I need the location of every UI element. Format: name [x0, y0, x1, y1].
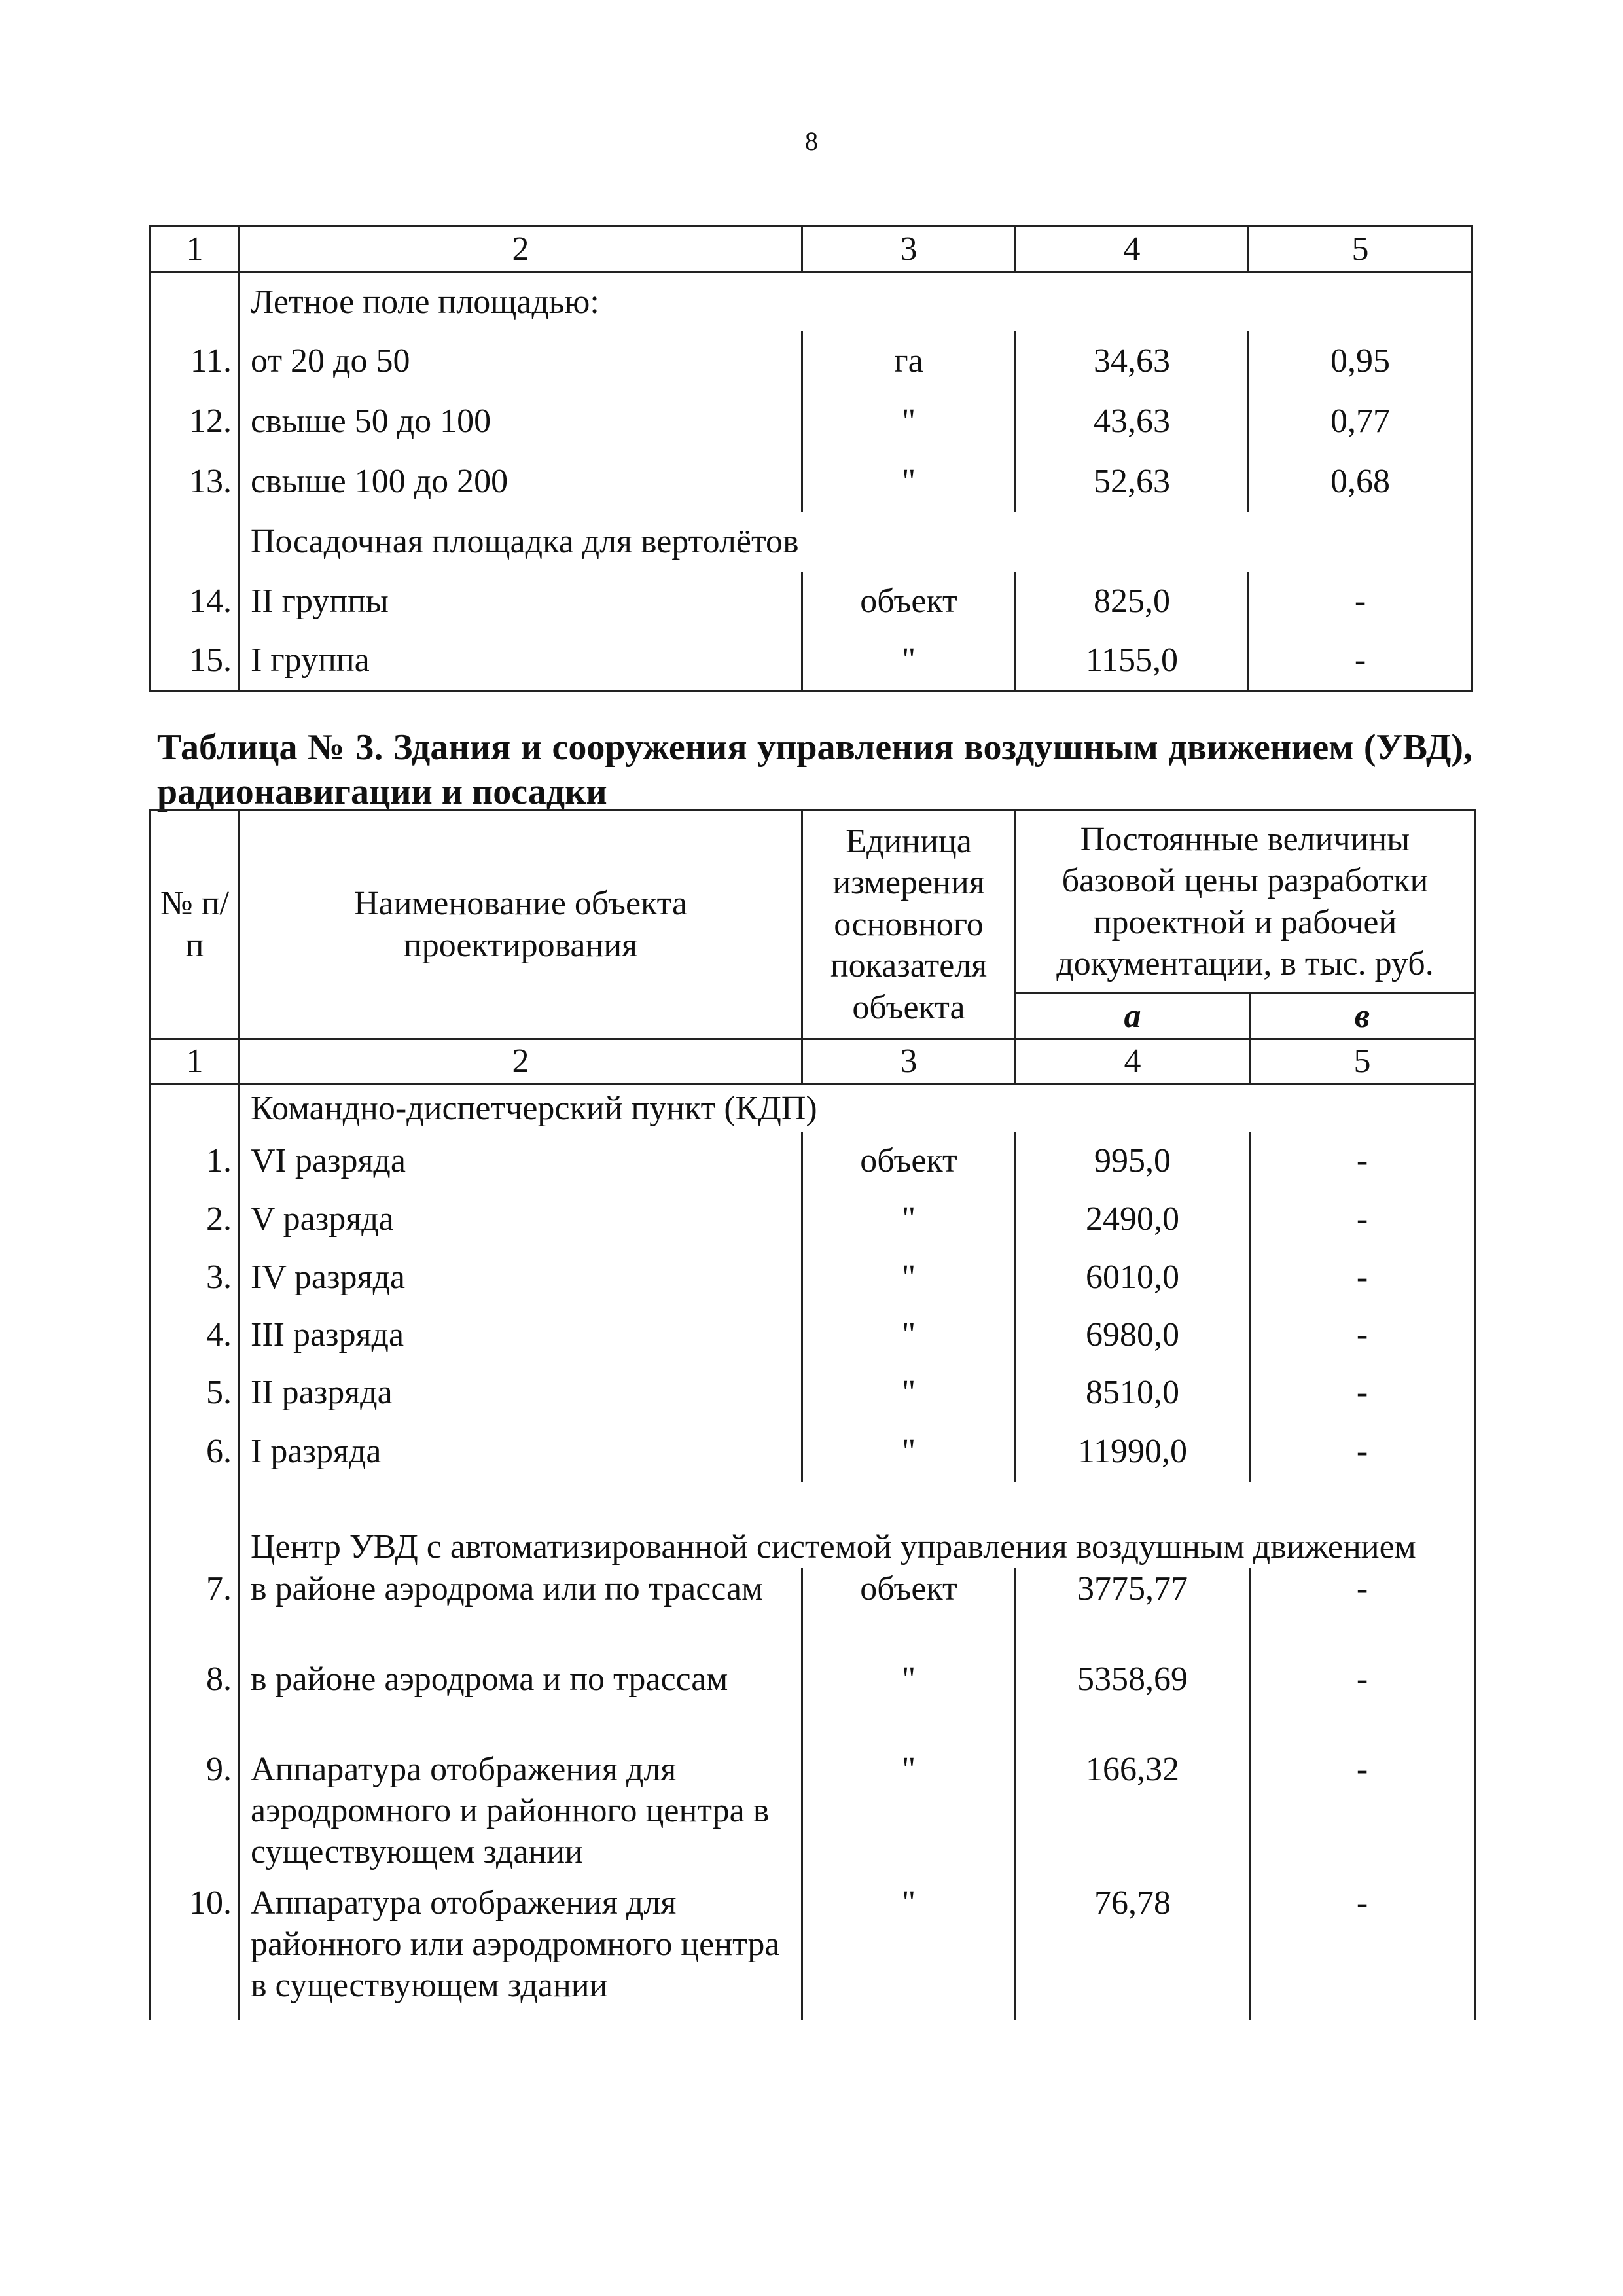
value-a: 11990,0 [1016, 1422, 1250, 1482]
value-a: 3775,77 [1016, 1568, 1250, 1659]
table-row [151, 1422, 1475, 1482]
row-number: 12. [151, 391, 240, 452]
value-b: - [1250, 1364, 1475, 1422]
object-name: в районе аэродрома или по трассам [240, 1568, 802, 1659]
table-row [151, 1132, 1475, 1190]
object-name: II группы [240, 572, 802, 631]
unit: " [802, 1364, 1016, 1422]
table-row [151, 331, 1472, 391]
value-b: - [1250, 1249, 1475, 1306]
value-a: 43,63 [1016, 391, 1249, 452]
unit: га [802, 331, 1016, 391]
row-number: 1. [151, 1132, 240, 1190]
object-name: V разряда [240, 1190, 802, 1249]
unit: " [802, 452, 1016, 512]
row-number: 8. [151, 1659, 240, 1749]
group-name: Посадочная площадка для вертолётов [240, 512, 1472, 572]
row-number: 7. [151, 1568, 240, 1659]
unit: объект [802, 572, 1016, 631]
value-a: 825,0 [1016, 572, 1249, 631]
value-b: 0,95 [1249, 331, 1472, 391]
table-title: Таблица № 3. Здания и сооружения управления воздушным движением (УВД), радионавигации и посадки [157, 727, 1472, 813]
col-num: 4 [1016, 1039, 1250, 1084]
col-num: 5 [1250, 1039, 1475, 1084]
col-num: 3 [802, 1039, 1016, 1084]
table-row [151, 1306, 1475, 1364]
value-a: 2490,0 [1016, 1190, 1250, 1249]
value-b: 0,68 [1249, 452, 1472, 512]
value-a: 995,0 [1016, 1132, 1250, 1190]
col-num: 3 [802, 226, 1016, 272]
table-row [151, 572, 1472, 631]
row-number: 4. [151, 1306, 240, 1364]
value-b: - [1249, 572, 1472, 631]
object-name: III разряда [240, 1306, 802, 1364]
group-name: Центр УВД с автоматизированной системой управления воздушным движением [240, 1482, 1475, 1568]
table-3 [149, 809, 1476, 2020]
unit: " [802, 391, 1016, 452]
unit: " [802, 1422, 1016, 1482]
row-number: 2. [151, 1190, 240, 1249]
unit: объект [802, 1132, 1016, 1190]
object-name: VI разряда [240, 1132, 802, 1190]
row-number: 6. [151, 1422, 240, 1482]
value-b: - [1250, 1190, 1475, 1249]
unit: " [802, 1249, 1016, 1306]
col-num: 4 [1016, 226, 1249, 272]
object-name: IV разряда [240, 1249, 802, 1306]
object-name: I группа [240, 631, 802, 691]
value-a: 6010,0 [1016, 1249, 1250, 1306]
object-name: свыше 100 до 200 [240, 452, 802, 512]
column-number-row [151, 226, 1472, 272]
table-row [151, 452, 1472, 512]
table-row [151, 1749, 1475, 1882]
table-row [151, 631, 1472, 691]
head-unit: Единица измерения основного показателя объекта [802, 810, 1016, 1039]
value-b: - [1250, 1882, 1475, 2020]
col-num: 1 [151, 226, 240, 272]
object-name: Аппаратура отображения для аэродромного и районного центра в существующем здании [240, 1749, 802, 1882]
value-a: 76,78 [1016, 1882, 1250, 2020]
row-number: 10. [151, 1882, 240, 2020]
col-num: 2 [240, 226, 802, 272]
unit: " [802, 1882, 1016, 2020]
unit: " [802, 1659, 1016, 1749]
object-name: свыше 50 до 100 [240, 391, 802, 452]
table-row [151, 391, 1472, 452]
table-row [151, 1364, 1475, 1422]
value-a: 5358,69 [1016, 1659, 1250, 1749]
group-row [151, 1084, 1475, 1132]
head-name: Наименование объекта проектирования [240, 810, 802, 1039]
table-row [151, 1659, 1475, 1749]
value-b: - [1250, 1749, 1475, 1882]
value-b: - [1249, 631, 1472, 691]
value-b: - [1250, 1132, 1475, 1190]
row-number: 5. [151, 1364, 240, 1422]
row-number: 3. [151, 1249, 240, 1306]
table-row [151, 1882, 1475, 2020]
head-b: в [1250, 994, 1475, 1039]
value-a: 52,63 [1016, 452, 1249, 512]
row-number: 9. [151, 1749, 240, 1882]
unit: " [802, 1190, 1016, 1249]
unit: " [802, 1306, 1016, 1364]
table-row [151, 1249, 1475, 1306]
col-num: 5 [1249, 226, 1472, 272]
unit: объект [802, 1568, 1016, 1659]
head-values: Постоянные величины базовой цены разработки проектной и рабочей документации, в тыс. руб. [1016, 810, 1475, 994]
continued-table [149, 225, 1473, 692]
value-b: 0,77 [1249, 391, 1472, 452]
head-num: № п/п [151, 810, 240, 1039]
object-name: Аппаратура отображения для районного или аэродромного центра в существующем здании [240, 1882, 802, 2020]
table-row [151, 1190, 1475, 1249]
group-name: Летное поле площадью: [240, 272, 1472, 331]
value-a: 6980,0 [1016, 1306, 1250, 1364]
object-name: в районе аэродрома и по трассам [240, 1659, 802, 1749]
row-number: 14. [151, 572, 240, 631]
row-number: 15. [151, 631, 240, 691]
value-a: 166,32 [1016, 1749, 1250, 1882]
group-row [151, 272, 1472, 331]
value-b: - [1250, 1659, 1475, 1749]
table-head-row [151, 810, 1475, 994]
value-a: 1155,0 [1016, 631, 1249, 691]
object-name: от 20 до 50 [240, 331, 802, 391]
page-number: 8 [805, 126, 818, 156]
group-name: Командно-диспетчерский пункт (КДП) [240, 1084, 1475, 1132]
object-name: II разряда [240, 1364, 802, 1422]
value-a: 8510,0 [1016, 1364, 1250, 1422]
col-num: 1 [151, 1039, 240, 1084]
value-b: - [1250, 1422, 1475, 1482]
row-number: 13. [151, 452, 240, 512]
value-b: - [1250, 1306, 1475, 1364]
group-row [151, 512, 1472, 572]
value-b: - [1250, 1568, 1475, 1659]
object-name: I разряда [240, 1422, 802, 1482]
column-number-row [151, 1039, 1475, 1084]
unit: " [802, 631, 1016, 691]
col-num: 2 [240, 1039, 802, 1084]
value-a: 34,63 [1016, 331, 1249, 391]
head-a: а [1016, 994, 1250, 1039]
group-row [151, 1482, 1475, 1568]
row-number: 11. [151, 331, 240, 391]
table-row [151, 1568, 1475, 1659]
unit: " [802, 1749, 1016, 1882]
